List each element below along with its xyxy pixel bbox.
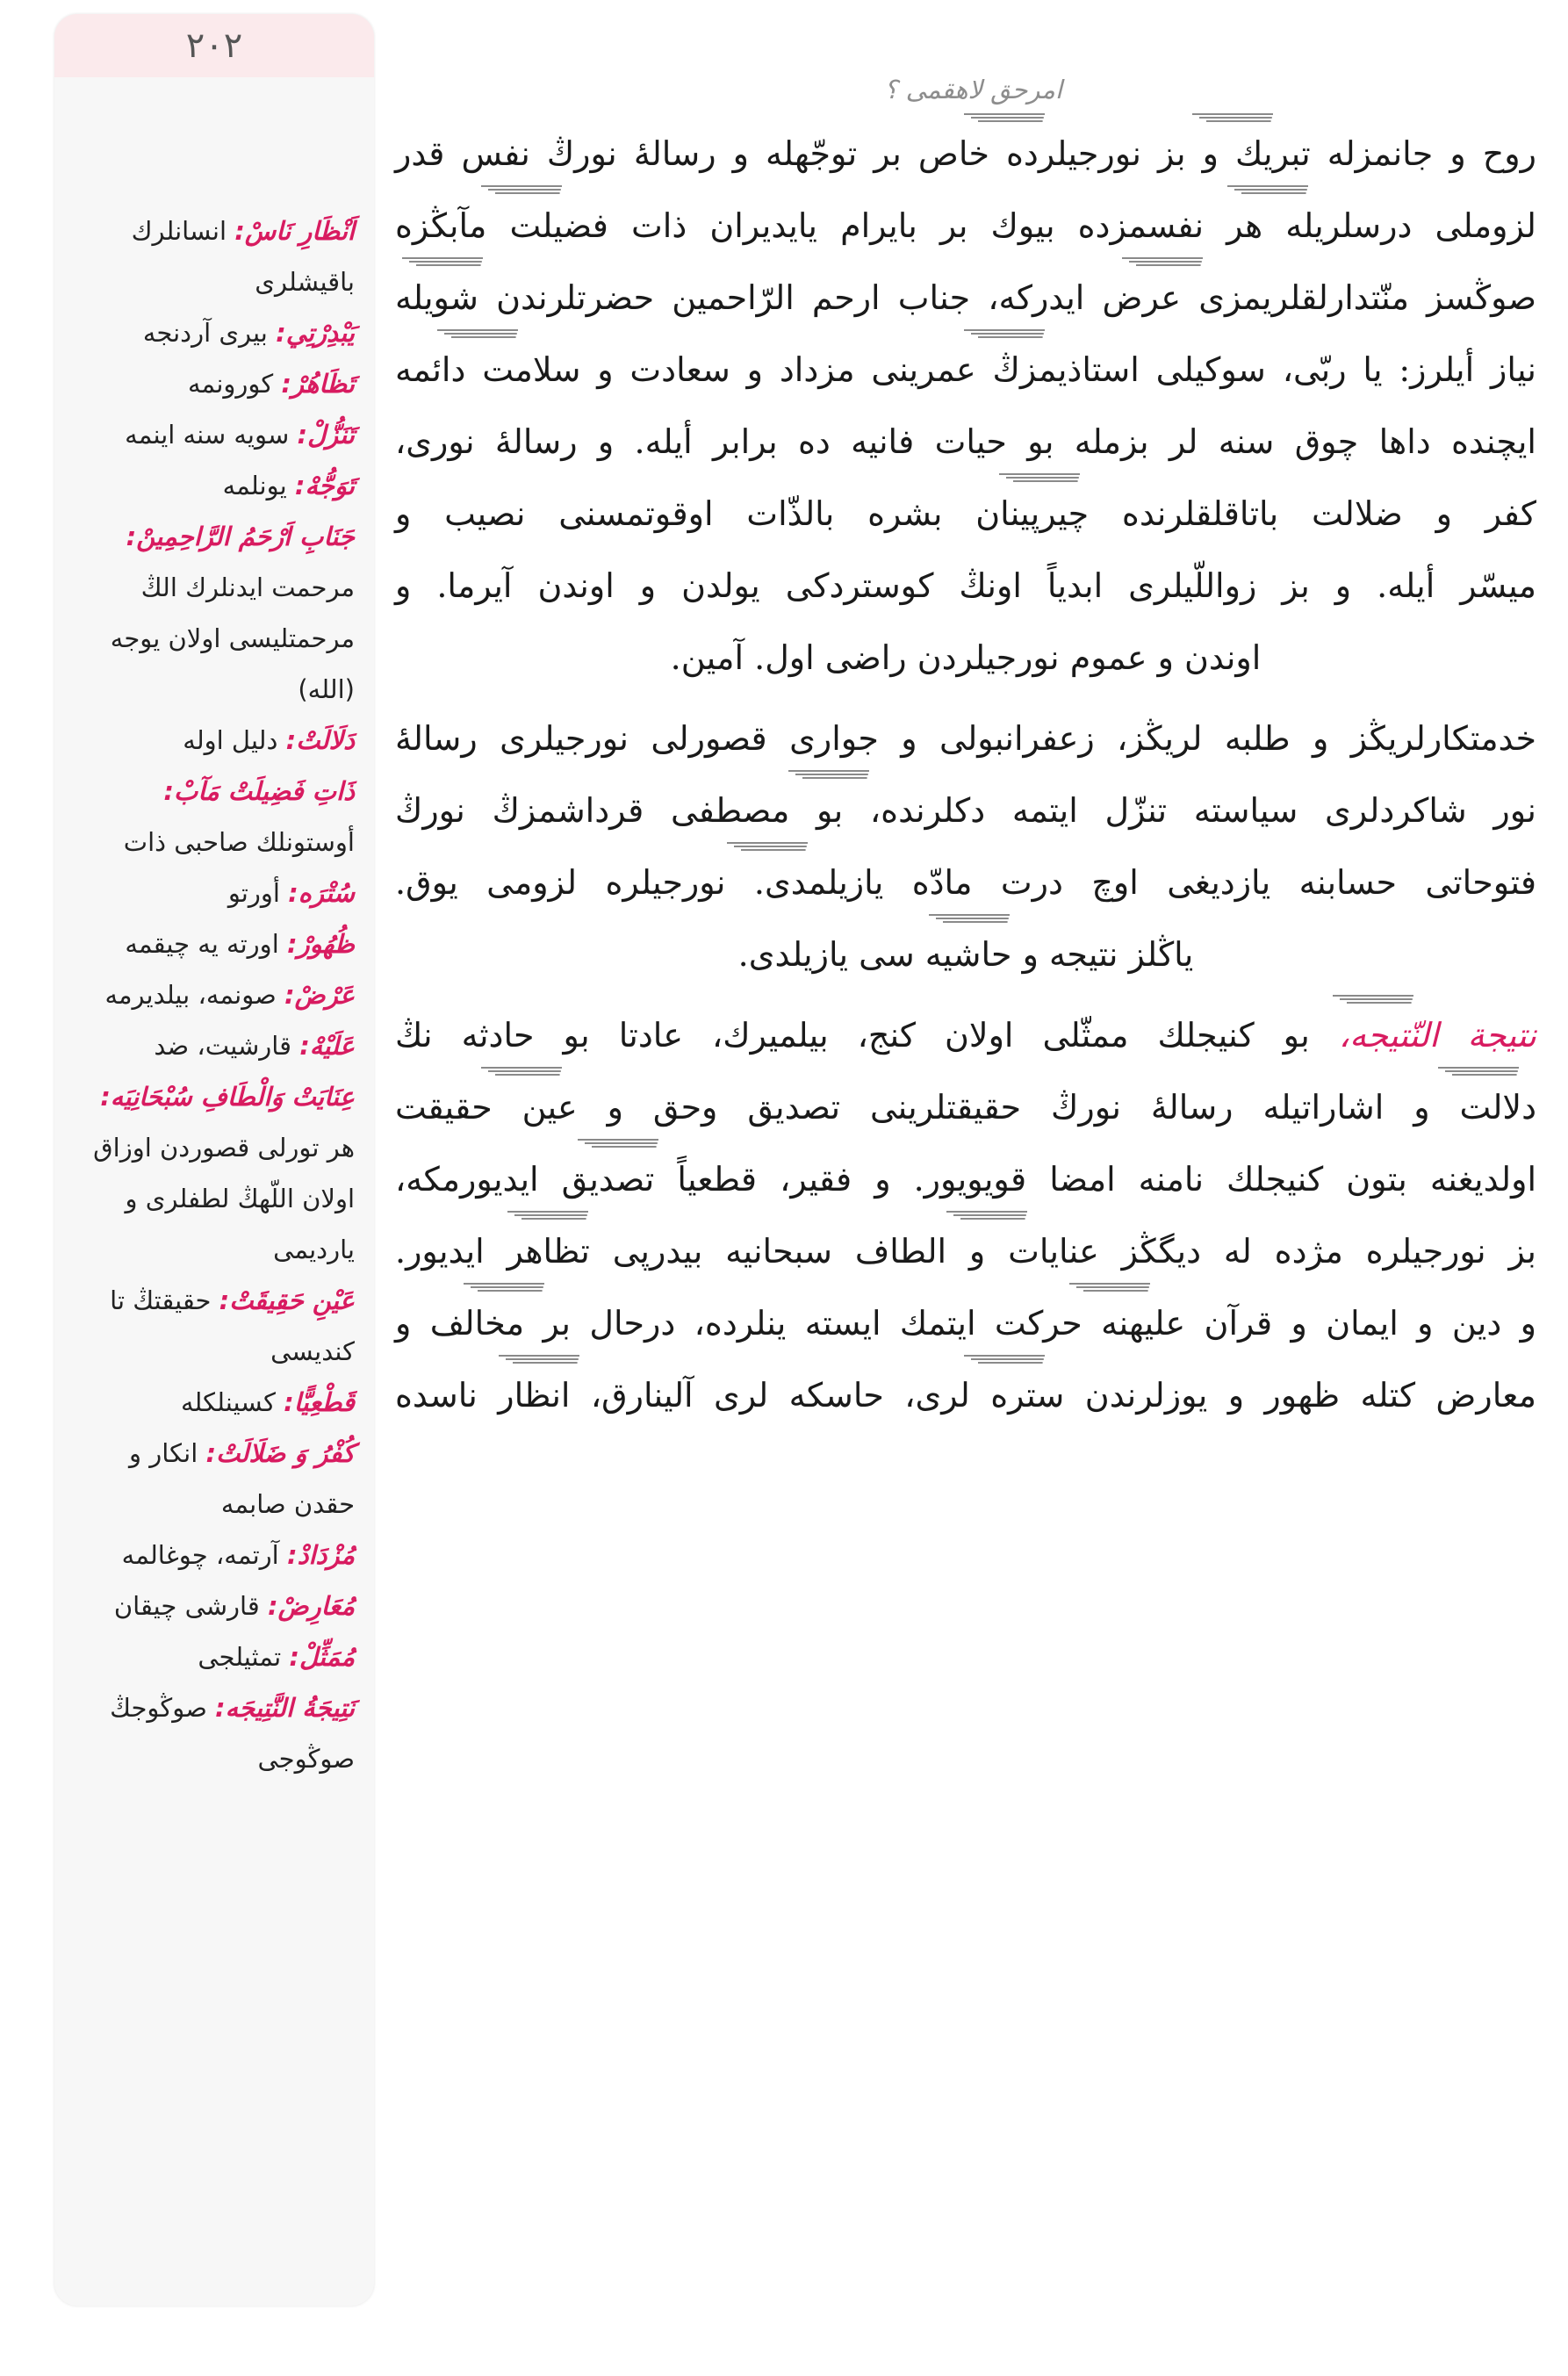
gloss-marker (437, 327, 518, 339)
glossary-definition: اورته يه چيقمه (125, 929, 279, 959)
line-text: ميسّر أيله. و بز زواللّيلرى ابدياً اونڭ كوستردكى يولدن و اوندن آيرما. و (395, 566, 1536, 605)
gloss-marker (1192, 111, 1273, 123)
glossary-term: كُفْرُ وَ ضَلَالَتْ: (205, 1438, 355, 1468)
glossary-entry (70, 868, 355, 918)
gloss-marker (402, 255, 483, 267)
text-line (395, 702, 1536, 774)
gloss-marker (1333, 992, 1413, 1004)
gloss-marker (964, 1352, 1045, 1364)
glossary-panel (54, 14, 374, 2306)
paragraph-1 (395, 118, 1536, 694)
glossary-entry (70, 1428, 355, 1530)
gloss-marker (929, 911, 1010, 924)
gloss-marker (964, 327, 1045, 339)
gloss-marker (1069, 1280, 1150, 1292)
gloss-marker (464, 1280, 544, 1292)
gloss-marker (1438, 1064, 1519, 1076)
glossary-definition: هر تورلى قصوردن اوزاق اولان اللّهڭ لطفلرى و يارديمى (93, 1133, 355, 1264)
glossary-list (54, 77, 374, 1784)
glossary-term: سُتْرَه: (288, 878, 355, 908)
line-text: نياز أيلرز: يا ربّى، سوكيلى استاذيمزڭ عمرينى مزداد و سعادت و سلامت دائمه (395, 350, 1536, 389)
gloss-marker (964, 111, 1045, 123)
gloss-marker (481, 1064, 562, 1076)
line-text: دلالت و اشاراتيله رسالهٔ نورڭ حقيقتلرينى تصديق وحق و عين حقيقت (395, 1088, 1536, 1127)
line-text: روح و جانمزله تبريك و بز نورجيلرده خاص بر توجّهله و رسالهٔ نورڭ نفس قدر (395, 134, 1536, 173)
text-line (395, 550, 1536, 622)
glossary-entry (70, 1530, 355, 1580)
glossary-term: قَطْعِيًّا: (284, 1387, 355, 1417)
glossary-entry (70, 307, 355, 358)
text-line (395, 1143, 1536, 1215)
glossary-term: عَرْضْ: (284, 980, 355, 1010)
page-number-tab (54, 14, 374, 77)
line-text: اوندن و عموم نورجيلردن راضى اول. آمين. (670, 638, 1262, 677)
glossary-entry (70, 1682, 355, 1784)
line-text: بو كنيجلك ممثّلى اولان كنج، بيلميرك، عادتا بو حادثه نڭ (395, 1016, 1310, 1055)
line-text: لزوملى درسلريله هر نفسمزده بيوك بر بايرام يايديران ذات فضيلت مآبڭزه (395, 206, 1536, 245)
glossary-definition: دليل اوله (183, 725, 278, 755)
glossary-entry (70, 969, 355, 1020)
text-line (395, 478, 1536, 550)
glossary-entry (70, 918, 355, 969)
glossary-definition: يونلمه (222, 471, 287, 500)
line-text: خدمتكارلريڭز و طلبه لريڭز، زعفرانبولى و جوارى قصورلى نورجيلرى رسالهٔ (395, 719, 1536, 758)
glossary-definition: صونمه، بيلديرمه (104, 980, 277, 1010)
glossary-entry (70, 511, 355, 715)
gloss-marker (499, 1352, 579, 1364)
line-text: صوڭسز منّتدارلقلريمزى عرض ايدركه، جناب ارحم الرّاحمين حضرتلرندن شويله (395, 278, 1536, 317)
glossary-term: ذَاتِ فَضِيلَتْ مَآبْ: (163, 776, 355, 806)
gloss-marker (1227, 183, 1308, 195)
line-text: كفر و ضلالت باتاقلقلرنده چيرپينان بشره بالذّات اوقوتمسنى نصيب و (395, 494, 1536, 533)
glossary-entry (70, 1020, 355, 1071)
gloss-marker (946, 1208, 1027, 1220)
text-line (395, 334, 1536, 406)
text-line (395, 774, 1536, 846)
glossary-entry (70, 715, 355, 766)
glossary-term: عِنَايَتْ وَالْطَافِ سُبْحَانِيَه: (100, 1082, 355, 1112)
gloss-marker (507, 1208, 588, 1220)
text-line (395, 262, 1536, 334)
line-text: و دين و ايمان و قرآن عليهنه حركت ايتمك ايسته ينلرده، درحال بر مخالف و (395, 1304, 1536, 1343)
text-line (395, 1359, 1536, 1431)
page-number: ٢٠٢ (185, 25, 243, 66)
text-line (395, 190, 1536, 262)
glossary-term: جَنَابِ اَرْحَمُ الرَّاحِمِينْ: (126, 522, 355, 551)
glossary-definition: انسانلرك باقيشلرى (131, 216, 355, 297)
glossary-term: تَنَزُّلْ: (297, 420, 355, 450)
glossary-entry (70, 409, 355, 460)
glossary-definition: صوڭوجڭ صوڭوجى (110, 1693, 355, 1774)
text-line (395, 1071, 1536, 1143)
text-line (395, 1215, 1536, 1287)
glossary-entry (70, 205, 355, 307)
glossary-definition: قارشى چيقان (113, 1591, 260, 1621)
glossary-definition: كسينلكله (181, 1387, 276, 1417)
line-text: ايچنده داها چوق سنه لر بزمله بو حيات فانيه ده برابر أيله. و رسالهٔ نورى، (395, 422, 1536, 461)
highlighted-term: نتيجة النّتيجه، (1338, 1016, 1536, 1055)
glossary-term: عَلَيْهْ: (299, 1031, 355, 1061)
glossary-term: نَتِيجَةُ النَّتِيجَه: (215, 1693, 355, 1723)
line-text: معارض كتله ظهور و يوزلرندن ستره لرى، حاسكه لرى آلينارق، انظار ناسده (395, 1376, 1536, 1415)
glossary-entry (70, 460, 355, 511)
glossary-definition: قارشيت، ضد (154, 1031, 291, 1061)
main-text-column (395, 61, 1536, 2344)
text-line (395, 406, 1536, 478)
glossary-term: دَلَالَتْ: (285, 725, 355, 755)
glossary-term: مُزْدَادْ: (286, 1540, 355, 1570)
line-text: بز نورجيلره مژده له ديگڭز عنايات و الطاف سبحانيه بيدرپى تظاهر ايديور. (395, 1232, 1536, 1271)
paragraph-gap (395, 694, 1536, 702)
gloss-marker (999, 471, 1080, 483)
line-text: نور شاكردلرى سياسته تنزّل ايتمه دكلرنده، بو مصطفى قرداشمزڭ نورڭ (395, 791, 1536, 830)
paragraph-2 (395, 702, 1536, 990)
text-line-last (395, 622, 1536, 694)
gloss-marker (788, 767, 869, 780)
glossary-term: مُمَثِّلْ: (289, 1642, 355, 1672)
glossary-entry (70, 766, 355, 868)
text-line (395, 999, 1536, 1071)
line-text: اولديغنه بتون كنيجلك نامنه امضا قويويور. و فقير، قطعياً تصديق ايديورمكه، (395, 1160, 1536, 1199)
glossary-term: تَوَجُّهْ: (294, 471, 355, 500)
glossary-entry (70, 1377, 355, 1428)
glossary-definition: بيرى آردنجه (142, 318, 268, 348)
gloss-marker (481, 183, 562, 195)
paragraph-3 (395, 999, 1536, 1431)
line-text: فتوحاتى حسابنه يازديغى اوچ درت مادّه يازيلمدى. نورجيلره لزومى يوق. (395, 863, 1536, 902)
text-line-last (395, 918, 1536, 990)
glossary-entry (70, 1275, 355, 1377)
glossary-term: اَنْظَارِ نَاسْ: (234, 216, 355, 246)
glossary-term: تَظَاهُرْ: (281, 369, 355, 399)
glossary-definition: حقيقتڭ تا كنديسى (110, 1285, 355, 1366)
glossary-definition: مرحمت ايدنلرك الڭ مرحمتليسى اولان يوجه (الله) (110, 572, 355, 704)
text-line (395, 118, 1536, 190)
glossary-definition: تمثيلجى (198, 1642, 282, 1672)
glossary-entry (70, 358, 355, 409)
line-text: ياڭلز نتيجه و حاشيه سى يازيلدى. (737, 935, 1194, 974)
glossary-entry (70, 1580, 355, 1631)
glossary-entry (70, 1631, 355, 1682)
glossary-definition: أورتو (227, 878, 280, 908)
gloss-marker (1122, 255, 1203, 267)
glossary-term: مُعَارِضْ: (267, 1591, 355, 1621)
glossary-term: ظُهُورْ: (286, 929, 355, 959)
glossary-definition: انكار و حقدن صابمه (129, 1438, 355, 1519)
glossary-term: عَيْنِ حَقِيقَتْ: (219, 1285, 355, 1315)
glossary-definition: كورونمه (188, 369, 274, 399)
text-line (395, 846, 1536, 918)
glossary-definition: سويه سنه اينمه (125, 420, 290, 450)
gloss-marker (578, 1136, 658, 1148)
glossary-entry (70, 1071, 355, 1275)
section-heading: امرحق لاهقمى ؟ (884, 75, 1062, 104)
glossary-definition: آرتمه، چوغالمه (121, 1540, 279, 1570)
text-line (395, 1287, 1536, 1359)
glossary-definition: أوستونلك صاحبى ذات (123, 827, 355, 857)
gloss-marker (727, 839, 808, 852)
glossary-term: يَبْدِرْتِي: (276, 318, 355, 348)
